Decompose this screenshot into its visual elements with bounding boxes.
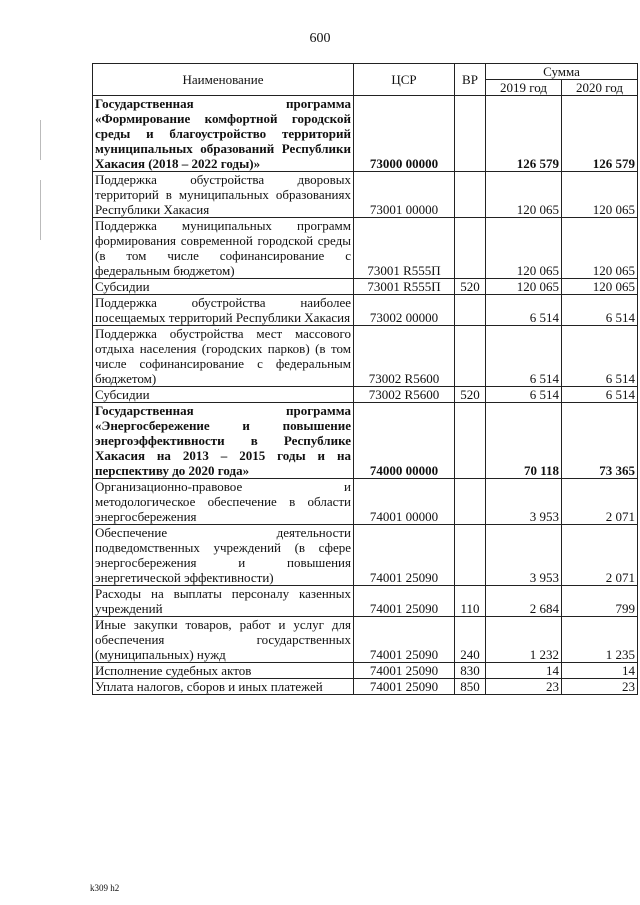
budget-table <box>92 63 638 695</box>
cell-csr: 74001 00000 <box>354 479 455 525</box>
cell-vr: 850 <box>455 679 486 695</box>
cell-name: Поддержка обустройства дворовых территорий в муниципальных образованиях Республики Хакасия <box>93 172 354 218</box>
cell-name: Государственная программа «Энергосбережение и повышение энергоэффективности в Республике Хакасия на 2013 – 2015 годы и на перспективу до 2020 года» <box>93 403 354 479</box>
cell-name: Поддержка обустройства мест массового отдыха населения (городских парков) (в том числе софинансирование с федеральным бюджетом) <box>93 326 354 387</box>
footer-code: k309 h2 <box>90 883 120 893</box>
cell-name: Государственная программа «Формирование комфортной городской среды и благоустройство территорий муниципальных образований Республики Хакасия (2018 – 2022 годы)» <box>93 96 354 172</box>
cell-2020: 73 365 <box>562 403 638 479</box>
cell-2019: 6 514 <box>486 387 562 403</box>
cell-2020: 1 235 <box>562 617 638 663</box>
table-row <box>93 326 638 387</box>
table-row <box>93 663 638 679</box>
cell-2020: 120 065 <box>562 218 638 279</box>
table-row <box>93 387 638 403</box>
cell-2020: 14 <box>562 663 638 679</box>
cell-2020: 120 065 <box>562 279 638 295</box>
cell-csr: 74001 25090 <box>354 663 455 679</box>
cell-2019: 23 <box>486 679 562 695</box>
table-row <box>93 479 638 525</box>
cell-csr: 73000 00000 <box>354 96 455 172</box>
cell-name: Расходы на выплаты персоналу казенных учреждений <box>93 586 354 617</box>
cell-2020: 120 065 <box>562 172 638 218</box>
table-row <box>93 96 638 172</box>
header-year-2019: 2019 год <box>486 80 562 96</box>
table-row <box>93 586 638 617</box>
cell-2020: 6 514 <box>562 387 638 403</box>
cell-2019: 126 579 <box>486 96 562 172</box>
cell-name: Исполнение судебных актов <box>93 663 354 679</box>
cell-vr <box>455 403 486 479</box>
header-year-2020: 2020 год <box>562 80 638 96</box>
cell-csr: 74001 25090 <box>354 679 455 695</box>
cell-vr: 520 <box>455 387 486 403</box>
cell-csr: 73002 R5600 <box>354 326 455 387</box>
table-row <box>93 617 638 663</box>
cell-vr: 110 <box>455 586 486 617</box>
table-row <box>93 679 638 695</box>
table-row <box>93 525 638 586</box>
cell-csr: 73001 00000 <box>354 172 455 218</box>
cell-2019: 3 953 <box>486 525 562 586</box>
cell-name: Поддержка обустройства наиболее посещаемых территорий Республики Хакасия <box>93 295 354 326</box>
header-name: Наименование <box>93 64 354 96</box>
cell-2020: 2 071 <box>562 479 638 525</box>
cell-2019: 70 118 <box>486 403 562 479</box>
cell-csr: 74001 25090 <box>354 525 455 586</box>
page-number: 600 <box>309 31 331 46</box>
cell-2019: 3 953 <box>486 479 562 525</box>
cell-2019: 120 065 <box>486 279 562 295</box>
cell-2019: 120 065 <box>486 218 562 279</box>
cell-name: Организационно-правовое и методологическое обеспечение в области энергосбережения <box>93 479 354 525</box>
cell-csr: 73002 00000 <box>354 295 455 326</box>
cell-name: Уплата налогов, сборов и иных платежей <box>93 679 354 695</box>
cell-2020: 799 <box>562 586 638 617</box>
cell-name: Субсидии <box>93 279 354 295</box>
header-csr: ЦСР <box>354 64 455 96</box>
cell-csr: 73001 R555П <box>354 218 455 279</box>
cell-vr <box>455 172 486 218</box>
cell-csr: 74001 25090 <box>354 617 455 663</box>
table-row <box>93 403 638 479</box>
cell-name: Поддержка муниципальных программ формирования современной городской среды (в том числе софинансирование с федеральным бюджетом) <box>93 218 354 279</box>
cell-vr: 520 <box>455 279 486 295</box>
table-row <box>93 172 638 218</box>
cell-2019: 120 065 <box>486 172 562 218</box>
table-row <box>93 295 638 326</box>
cell-2019: 6 514 <box>486 295 562 326</box>
cell-2020: 23 <box>562 679 638 695</box>
cell-2019: 2 684 <box>486 586 562 617</box>
cell-2019: 14 <box>486 663 562 679</box>
cell-vr: 830 <box>455 663 486 679</box>
table-row <box>93 279 638 295</box>
cell-name: Иные закупки товаров, работ и услуг для обеспечения государственных (муниципальных) нужд <box>93 617 354 663</box>
margin-mark <box>40 180 41 240</box>
header-sum: Сумма <box>486 64 638 80</box>
cell-2020: 2 071 <box>562 525 638 586</box>
cell-2020: 6 514 <box>562 326 638 387</box>
cell-2020: 6 514 <box>562 295 638 326</box>
table-body <box>93 96 638 695</box>
cell-name: Обеспечение деятельности подведомственных учреждений (в сфере энергосбережения и повышения энергетической эффективности) <box>93 525 354 586</box>
cell-vr <box>455 295 486 326</box>
cell-vr <box>455 96 486 172</box>
cell-vr: 240 <box>455 617 486 663</box>
cell-name: Субсидии <box>93 387 354 403</box>
cell-csr: 74000 00000 <box>354 403 455 479</box>
cell-vr <box>455 218 486 279</box>
cell-csr: 74001 25090 <box>354 586 455 617</box>
header-vr: ВР <box>455 64 486 96</box>
table-row <box>93 218 638 279</box>
table-header-row <box>93 64 638 80</box>
cell-csr: 73002 R5600 <box>354 387 455 403</box>
cell-vr <box>455 479 486 525</box>
cell-2019: 1 232 <box>486 617 562 663</box>
cell-csr: 73001 R555П <box>354 279 455 295</box>
cell-vr <box>455 525 486 586</box>
margin-mark <box>40 120 41 160</box>
cell-vr <box>455 326 486 387</box>
cell-2019: 6 514 <box>486 326 562 387</box>
cell-2020: 126 579 <box>562 96 638 172</box>
